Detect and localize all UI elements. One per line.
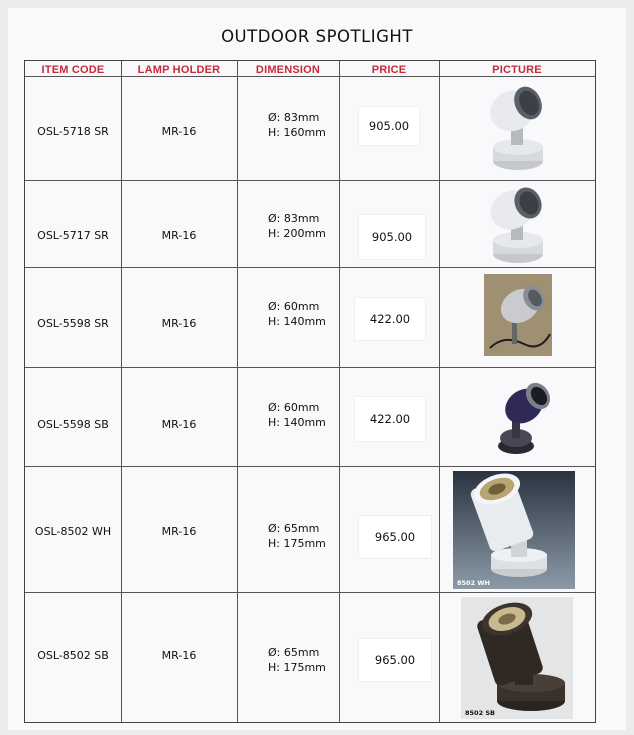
header-dimension: DIMENSION xyxy=(255,64,321,76)
dimension xyxy=(268,645,326,675)
white-spotlight-photo xyxy=(478,83,554,177)
row-divider xyxy=(25,267,595,268)
column-divider xyxy=(121,61,122,722)
item-code: OSL-5598 SR xyxy=(37,317,109,330)
header-lamp-holder: LAMP HOLDER xyxy=(137,64,221,76)
page-title: OUTDOOR SPOTLIGHT xyxy=(221,27,413,46)
item-code: OSL-5598 SB xyxy=(37,418,109,431)
photo-caption: 8502 SB xyxy=(465,709,495,717)
photo-caption: 8502 WH xyxy=(457,579,490,587)
header-item-code: ITEM CODE xyxy=(41,64,105,76)
row-divider xyxy=(25,367,595,368)
lamp-holder: MR-16 xyxy=(161,525,197,538)
column-divider xyxy=(237,61,238,722)
header-picture: PICTURE xyxy=(492,64,542,76)
diameter: Ø: 60mm xyxy=(268,401,320,414)
row-divider xyxy=(25,592,595,593)
height: H: 160mm xyxy=(268,126,326,139)
diameter: Ø: 65mm xyxy=(268,646,320,659)
header-price: PRICE xyxy=(371,64,407,76)
product-table xyxy=(24,60,596,723)
white-cylinder-spotlight-photo xyxy=(453,471,575,589)
item-code: OSL-5717 SR xyxy=(37,229,109,242)
dimension xyxy=(268,211,326,241)
diameter: Ø: 65mm xyxy=(268,522,320,535)
lamp-holder: MR-16 xyxy=(161,125,197,138)
item-code: OSL-8502 WH xyxy=(34,525,112,538)
item-code: OSL-5718 SR xyxy=(37,125,109,138)
dimension xyxy=(268,299,326,329)
diameter: Ø: 83mm xyxy=(268,212,320,225)
dimension xyxy=(268,521,326,551)
height: H: 175mm xyxy=(268,661,326,674)
lamp-holder: MR-16 xyxy=(161,229,197,242)
item-code: OSL-8502 SB xyxy=(37,649,109,662)
price: 965.00 xyxy=(359,639,431,681)
diameter: Ø: 83mm xyxy=(268,111,320,124)
lamp-holder: MR-16 xyxy=(161,649,197,662)
lamp-holder: MR-16 xyxy=(161,418,197,431)
silver-spike-spotlight-photo xyxy=(484,274,552,356)
price: 422.00 xyxy=(355,397,425,441)
dimension xyxy=(268,110,326,140)
black-cylinder-spotlight-photo xyxy=(461,597,573,719)
diameter: Ø: 60mm xyxy=(268,300,320,313)
catalog-page xyxy=(8,8,626,730)
price: 905.00 xyxy=(359,107,419,145)
height: H: 175mm xyxy=(268,537,326,550)
black-spotlight-photo xyxy=(490,374,558,460)
price: 905.00 xyxy=(359,215,425,259)
height: H: 140mm xyxy=(268,315,326,328)
height: H: 140mm xyxy=(268,416,326,429)
height: H: 200mm xyxy=(268,227,326,240)
column-divider xyxy=(339,61,340,722)
price: 422.00 xyxy=(355,298,425,340)
lamp-holder: MR-16 xyxy=(161,317,197,330)
row-divider xyxy=(25,76,595,77)
row-divider xyxy=(25,466,595,467)
dimension xyxy=(268,400,326,430)
white-spotlight-photo xyxy=(478,186,554,264)
row-divider xyxy=(25,180,595,181)
price: 965.00 xyxy=(359,516,431,558)
column-divider xyxy=(439,61,440,722)
